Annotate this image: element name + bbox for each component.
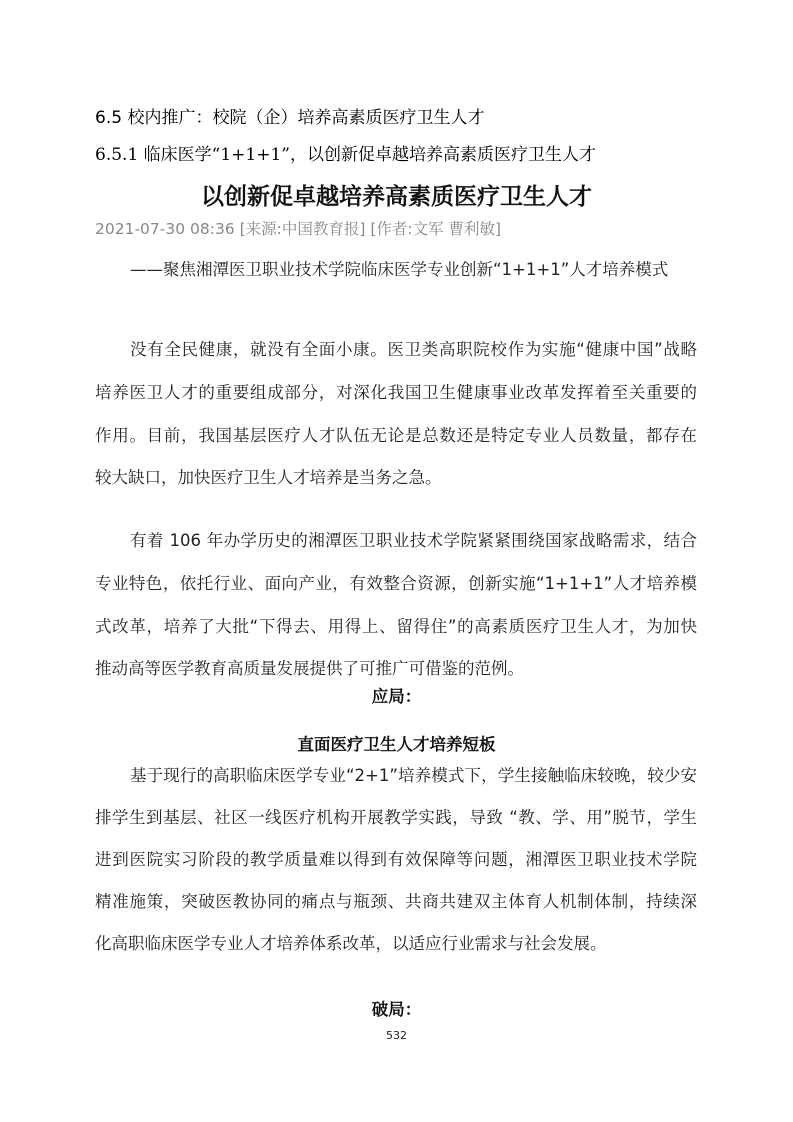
paragraph-line: 没有全民健康，就没有全面小康。医卫类高职院校作为实施“健康中国”战略 bbox=[130, 340, 697, 359]
paragraph-line: 式改革，培养了大批“下得去、用得上、留得住”的高素质医疗卫生人才，为加快 bbox=[95, 617, 697, 636]
section2-label: 破局： bbox=[371, 1000, 422, 1019]
article-title: 以创新促卓越培养高素质医疗卫生人才 bbox=[201, 184, 592, 210]
section1-label: 应局： bbox=[371, 687, 422, 706]
article-subtitle: ——聚焦湘潭医卫职业技术学院临床医学专业创新“1+1+1”人才培养模式 bbox=[130, 260, 669, 279]
paragraph-line: 培养医卫人才的重要组成部分，对深化我国卫生健康事业改革发挥着至关重要的 bbox=[95, 383, 697, 402]
paragraph-line: 精准施策，突破医教协同的痛点与瓶颈、共商共建双主体育人机制体制，持续深 bbox=[95, 892, 697, 911]
section-heading: 6.5 校内推广：校院（企）培养高素质医疗卫生人才 bbox=[95, 108, 485, 128]
paragraph-line: 有着 106 年办学历史的湘潭医卫职业技术学院紧紧围绕国家战略需求，结合 bbox=[130, 531, 697, 550]
page-number: 532 bbox=[386, 1029, 407, 1042]
paragraph-line: 化高职临床医学专业人才培养体系改革，以适应行业需求与社会发展。 bbox=[95, 934, 607, 953]
article-meta: 2021-07-30 08:36 [来源:中国教育报] [作者:文军 曹利敏] bbox=[95, 220, 502, 238]
paragraph-line: 较大缺口，加快医疗卫生人才培养是当务之急。 bbox=[95, 468, 442, 487]
paragraph-line: 进到医院实习阶段的教学质量难以得到有效保障等问题，湘潭医卫职业技术学院 bbox=[95, 850, 697, 869]
subsection-heading: 6.5.1 临床医学“1+1+1”，以创新促卓越培养高素质医疗卫生人才 bbox=[95, 145, 596, 165]
paragraph-line: 推动高等医学教育高质量发展提供了可推广可借鉴的范例。 bbox=[95, 659, 524, 678]
section1-heading: 直面医疗卫生人才培养短板 bbox=[297, 735, 496, 754]
paragraph-line: 专业特色，依托行业、面向产业，有效整合资源，创新实施“1+1+1”人才培养模 bbox=[95, 574, 697, 593]
paragraph-line: 基于现行的高职临床医学专业“2+1”培养模式下，学生接触临床较晚，较少安 bbox=[130, 766, 697, 785]
paragraph-line: 排学生到基层、社区一线医疗机构开展教学实践，导致 “教、学、用”脱节，学生 bbox=[95, 808, 697, 827]
paragraph-line: 作用。目前，我国基层医疗人才队伍无论是总数还是特定专业人员数量，都存在 bbox=[95, 426, 697, 445]
